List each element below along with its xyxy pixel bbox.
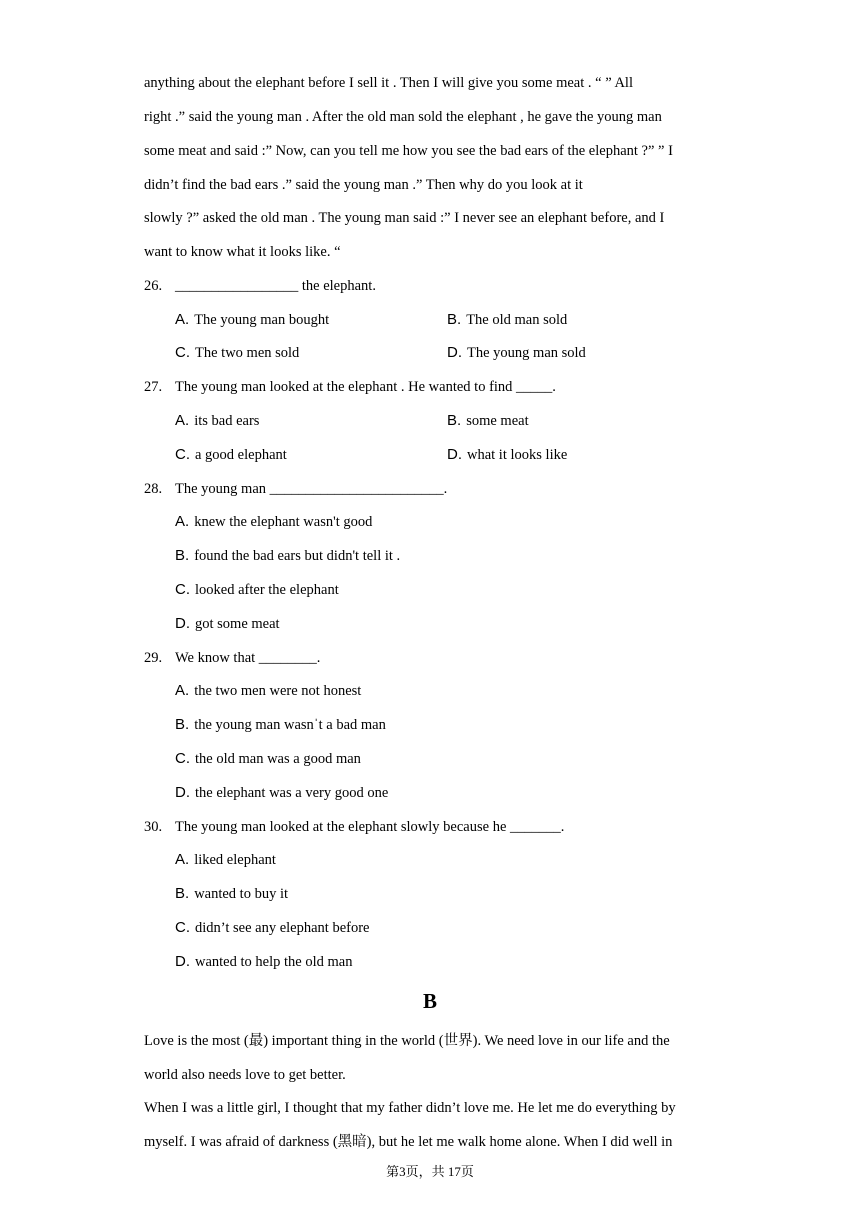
question-stem: The young man looked at the elephant slowly because he _______. xyxy=(175,819,565,835)
option-text: its bad ears xyxy=(194,413,260,429)
option-text: the two men were not honest xyxy=(194,683,362,699)
option-b[interactable] xyxy=(175,546,400,566)
option-text: what it looks like xyxy=(467,447,568,463)
option-letter: C. xyxy=(175,344,190,361)
option-text: The old man sold xyxy=(466,312,568,328)
question-stem: _________________ the elephant. xyxy=(175,278,376,294)
passage-line: didn’t find the bad ears .” said the young man .” Then why do you look at it xyxy=(144,177,583,193)
option-c[interactable] xyxy=(175,343,299,363)
passage-line: When I was a little girl, I thought that my father didn’t love me. He let me do everything by xyxy=(144,1100,676,1116)
option-letter: B. xyxy=(175,547,190,564)
option-letter: C. xyxy=(175,581,190,598)
option-letter: A. xyxy=(175,851,190,868)
option-letter: B. xyxy=(175,716,190,733)
option-text: The young man bought xyxy=(194,312,330,328)
option-letter: D. xyxy=(447,344,462,361)
option-c[interactable] xyxy=(175,918,369,938)
option-c[interactable] xyxy=(175,749,361,769)
question-number: 28. xyxy=(144,481,163,497)
passage-line: Love is the most (最) important thing in the world (世界). We need love in our life and the xyxy=(144,1033,670,1049)
option-c[interactable] xyxy=(175,445,287,465)
passage-line: want to know what it looks like. “ xyxy=(144,244,341,260)
question-number: 26. xyxy=(144,278,163,294)
option-a[interactable] xyxy=(175,512,372,532)
option-letter: D. xyxy=(175,953,190,970)
option-text: didn’t see any elephant before xyxy=(195,920,370,936)
option-letter: A. xyxy=(175,412,190,429)
option-a[interactable] xyxy=(175,411,259,431)
option-b[interactable] xyxy=(447,310,567,330)
option-text: The young man sold xyxy=(467,345,586,361)
option-text: the elephant was a very good one xyxy=(195,785,389,801)
passage-line: anything about the elephant before I sell it . Then I will give you some meat . “ ” All xyxy=(144,75,633,91)
option-d[interactable] xyxy=(175,783,388,803)
option-a[interactable] xyxy=(175,681,361,701)
option-letter: D. xyxy=(175,615,190,632)
passage-line: slowly ?” asked the old man . The young man said :” I never see an elephant before, and I xyxy=(144,210,665,226)
option-text: a good elephant xyxy=(195,447,287,463)
question-stem: We know that ________. xyxy=(175,650,321,666)
option-letter: D. xyxy=(175,784,190,801)
passage-line: myself. I was afraid of darkness (黑暗), but he let me walk home alone. When I did well in xyxy=(144,1134,673,1150)
option-text: got some meat xyxy=(195,616,280,632)
option-letter: D. xyxy=(447,446,462,463)
option-d[interactable] xyxy=(447,343,586,363)
option-letter: A. xyxy=(175,311,190,328)
option-text: the young man wasnˈt a bad man xyxy=(194,717,386,733)
option-text: wanted to buy it xyxy=(194,886,289,902)
option-b[interactable] xyxy=(175,884,288,904)
option-letter: B. xyxy=(447,412,462,429)
section-title: B xyxy=(422,989,437,1013)
option-text: found the bad ears but didn't tell it . xyxy=(194,548,401,564)
question-number: 30. xyxy=(144,819,163,835)
passage-line: right .” said the young man . After the old man sold the elephant , he gave the young man xyxy=(144,109,662,125)
option-c[interactable] xyxy=(175,580,339,600)
option-b[interactable] xyxy=(447,411,529,431)
option-text: the old man was a good man xyxy=(195,751,361,767)
page-number-footer: 第3页，共 17页 xyxy=(386,1164,474,1179)
option-text: liked elephant xyxy=(194,852,276,868)
option-letter: C. xyxy=(175,919,190,936)
option-text: looked after the elephant xyxy=(195,582,339,598)
option-letter: A. xyxy=(175,513,190,530)
option-a[interactable] xyxy=(175,850,276,870)
option-letter: C. xyxy=(175,750,190,767)
option-text: knew the elephant wasn't good xyxy=(194,514,373,530)
question-stem: The young man looked at the elephant . He wanted to find _____. xyxy=(175,379,556,395)
option-a[interactable] xyxy=(175,310,329,330)
option-d[interactable] xyxy=(447,445,567,465)
option-d[interactable] xyxy=(175,952,352,972)
passage-line: some meat and said :” Now, can you tell me how you see the bad ears of the elephant ?” ” I xyxy=(144,143,673,159)
option-b[interactable] xyxy=(175,715,386,735)
passage-line: world also needs love to get better. xyxy=(144,1067,346,1083)
question-number: 27. xyxy=(144,379,163,395)
option-letter: B. xyxy=(175,885,190,902)
option-text: The two men sold xyxy=(195,345,300,361)
option-letter: A. xyxy=(175,682,190,699)
option-letter: C. xyxy=(175,446,190,463)
option-text: wanted to help the old man xyxy=(195,954,353,970)
question-stem: The young man ________________________. xyxy=(175,481,448,497)
option-d[interactable] xyxy=(175,614,280,634)
option-letter: B. xyxy=(447,311,462,328)
question-number: 29. xyxy=(144,650,163,666)
option-text: some meat xyxy=(466,413,529,429)
